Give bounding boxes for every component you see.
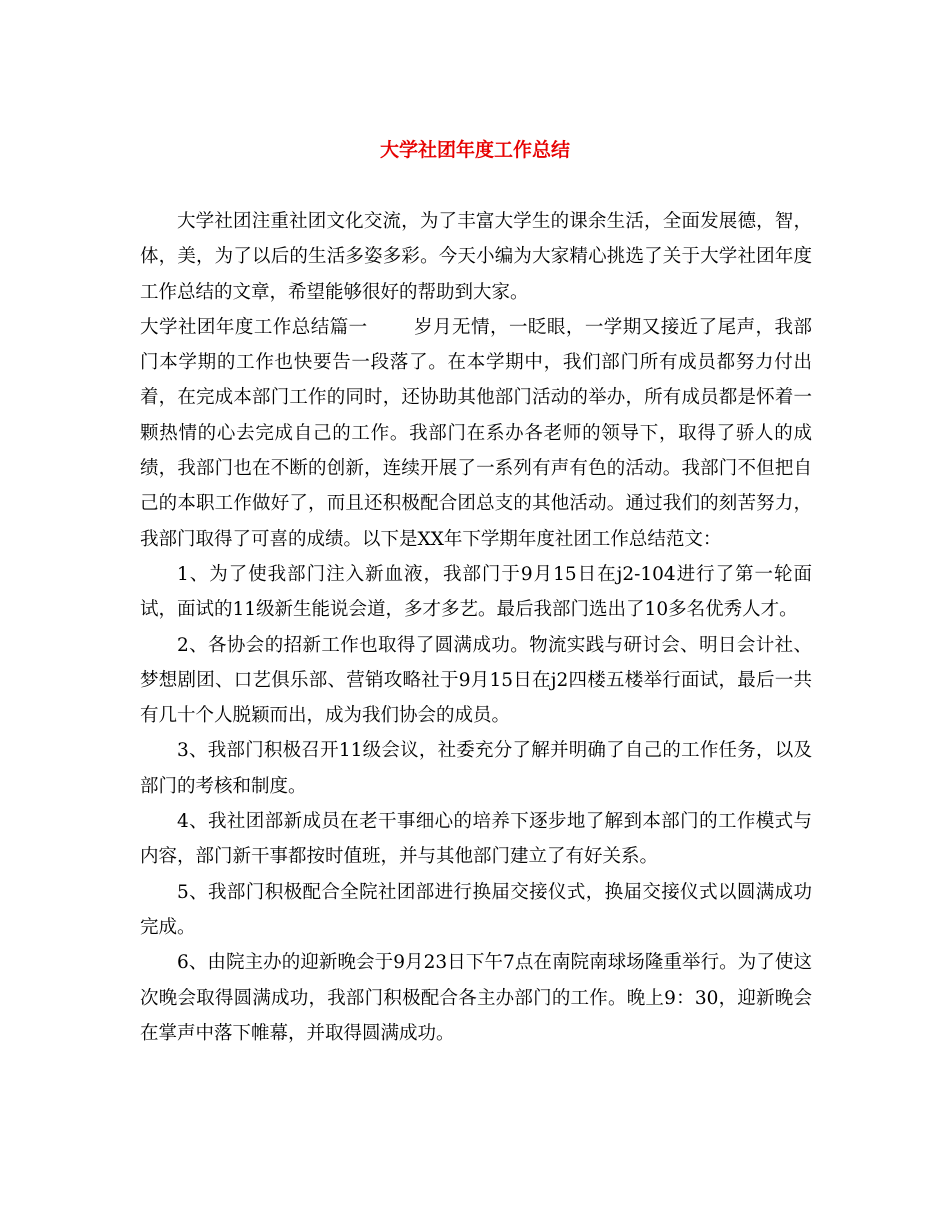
section-paragraph [140,310,812,557]
list-item: 1、为了使我部门注入新血液，我部门于9月15日在j2-104进行了第一轮面试，面试的11级新生能说会道，多才多艺。最后我部门选出了10多名优秀人才。 [140,563,812,621]
document-body [140,204,812,1051]
list-item: 2、各协会的招新工作也取得了圆满成功。物流实践与研讨会、明日会计社、梦想剧团、口艺俱乐部、营销攻略社于9月15日在j2四楼五楼举行面试，最后一共有几十个人脱颖而出，成为我们协会的成员。 [140,634,812,727]
section-opening-text: 岁月无情，一眨眼，一学期又接近了尾声，我部门本学期的工作也快要告一段落了。在本学期中，我们部门所有成员都努力付出着，在完成本部门工作的同时，还协助其他部门活动的举办，所有成员都是怀着一颗热情的心去完成自己的工作。我部门在系办各老师的领导下，取得了骄人的成绩，我部门也在不断的创新，连续开展了一系列有声有色的活动。我部门不但把自己的本职工作做好了，而且还积极配合团总支的其他活动。通过我们的刻苦努力，我部门取得了可喜的成绩。以下是XX年下学期年度社团工作总结范文： [140,316,812,550]
list-item: 5、我部门积极配合全院社团部进行换届交接仪式，换届交接仪式以圆满成功完成。 [140,881,812,938]
document-title: 大学社团年度工作总结 [379,139,570,161]
intro-paragraph: 大学社团注重社团文化交流，为了丰富大学生的课余生活，全面发展德，智，体，美，为了以后的生活多姿多彩。今天小编为大家精心挑选了关于大学社团年度工作总结的文章，希望能够很好的帮助到大家。 [140,211,812,303]
section-heading: 大学社团年度工作总结篇一 [140,316,368,338]
list-item: 4、我社团部新成员在老干事细心的培养下逐步地了解到本部门的工作模式与内容，部门新干事都按时值班，并与其他部门建立了有好关系。 [140,811,812,868]
list-item: 6、由院主办的迎新晚会于9月23日下午7点在南院南球场隆重举行。为了使这次晚会取得圆满成功，我部门积极配合各主办部门的工作。晚上9：30，迎新晚会在掌声中落下帷幕，并取得圆满成功。 [140,952,812,1044]
list-item: 3、我部门积极召开11级会议，社委充分了解并明确了自己的工作任务，以及部门的考核和制度。 [140,740,812,797]
